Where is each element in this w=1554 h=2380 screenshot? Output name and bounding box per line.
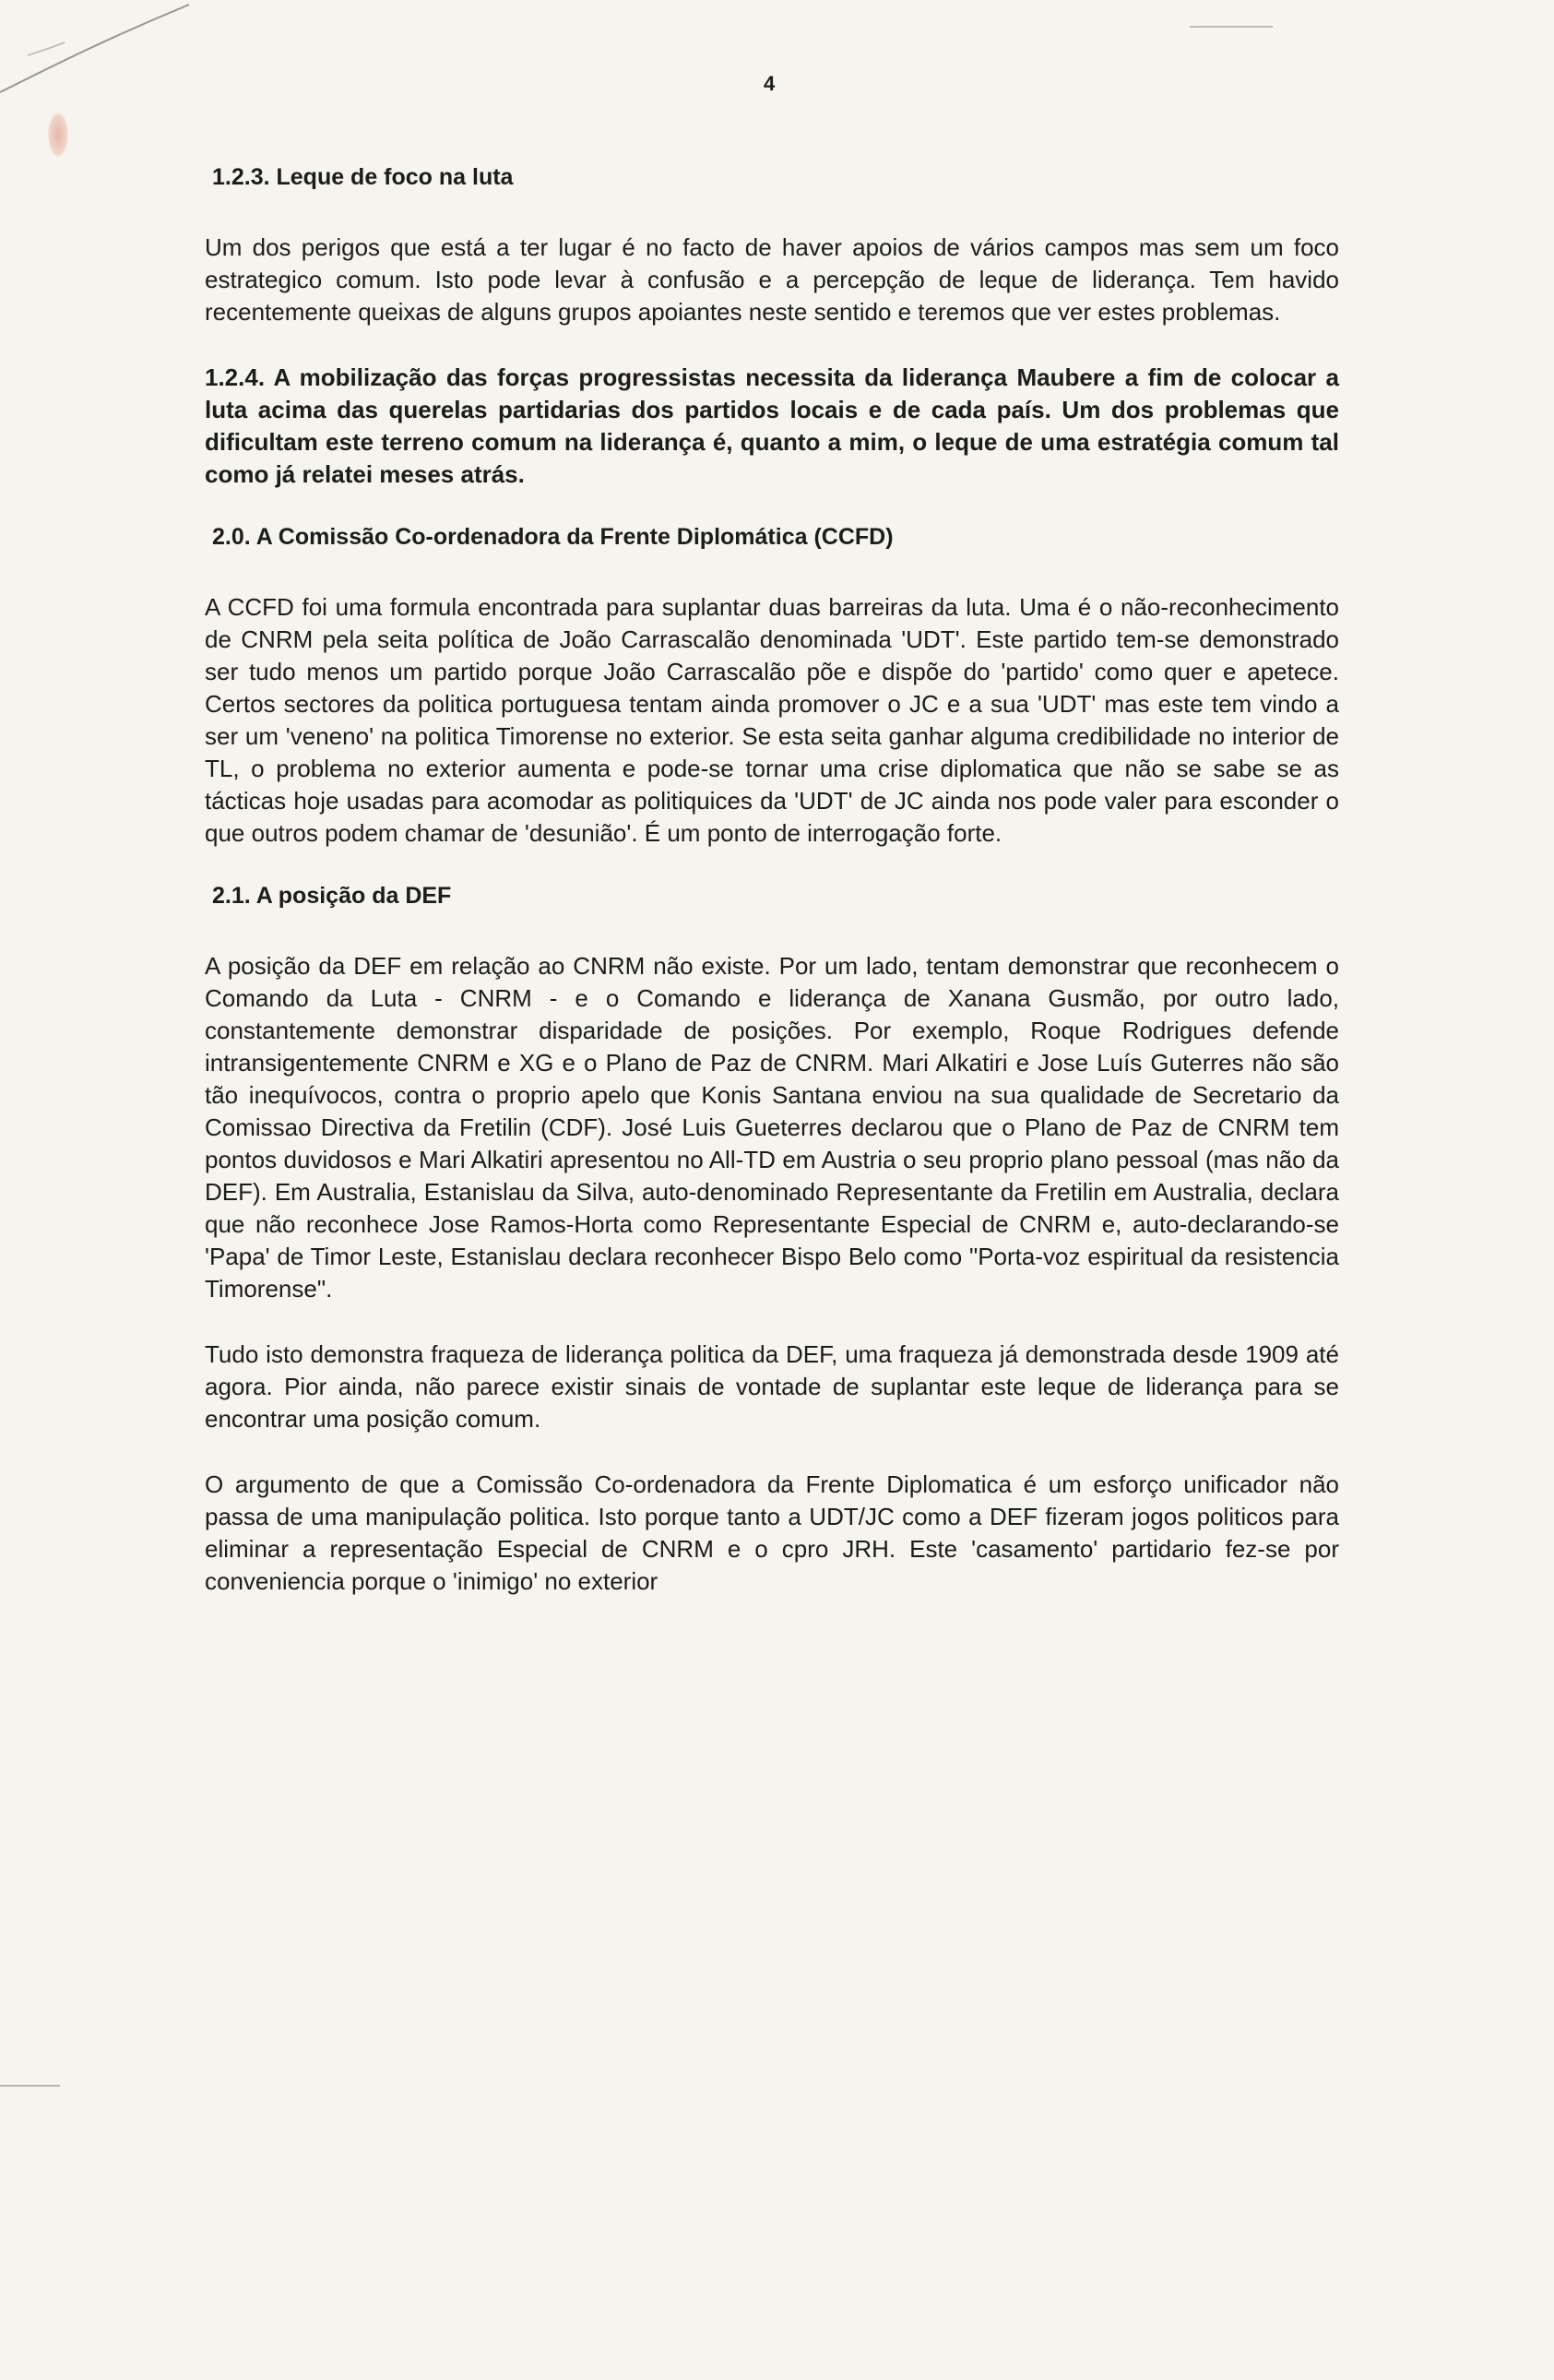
section-2-1 [205, 883, 1339, 1598]
paragraph: Um dos perigos que está a ter lugar é no facto de haver apoios de vários campos mas sem um foco estrategico comum. Isto pode levar à confusão e a percepção de leque de liderança. Tem havido recentemente queixas de alguns grupos apoiantes neste sentido e teremos que ver estes problemas. [205, 233, 1339, 326]
paragraph: O argumento de que a Comissão Co-ordenadora da Frente Diplomatica é um esforço unificador não passa de uma manipulação politica. Isto porque tanto a UDT/JC como a DEF fizeram jogos politicos para eliminar a representação Especial de CNRM e o cpro JRH. Este 'casamento' partidario fez-se por conveniencia porque o 'inimigo' no exterior [205, 1470, 1339, 1595]
section-1-2-4 [205, 362, 1339, 491]
section-heading: 2.0. A Comissão Co-ordenadora da Frente Diplomática (CCFD) [212, 524, 894, 550]
paragraph: A CCFD foi uma formula encontrada para suplantar duas barreiras da luta. Uma é o não-reconhecimento de CNRM pela seita política de João Carrascalão denominada 'UDT'. Este partido tem-se demonstrado ser tudo menos um partido porque João Carrascalão põe e dispõe do 'partido' como quer e apetece. Certos sectores da politica portuguesa tentam ainda promover o JC e a sua 'UDT' mas este tem vindo a ser um 'veneno' na politica Timorense no exterior. Se esta seita ganhar alguma credibilidade no interior de TL, o problema no exterior aumenta e pode-se tornar uma crise diplomatica que não se sabe se as tácticas hoje usadas para acomodar as politiquices da 'UDT' de JC ainda nos pode valer para esconder o que outros podem chamar de 'desunião'. É um ponto de interrogação forte. [205, 593, 1339, 847]
section-heading: 2.1. A posição da DEF [212, 883, 452, 909]
scan-artifact-tick [0, 2085, 60, 2087]
page-number: 4 [764, 72, 776, 95]
paragraph: Tudo isto demonstra fraqueza de liderança politica da DEF, uma fraqueza já demonstrada desde 1909 até agora. Pior ainda, não parece existir sinais de vontade de suplantar este leque de liderança para se encontrar uma posição comum. [205, 1340, 1339, 1433]
section-1-2-3 [205, 164, 1339, 328]
paragraph: 1.2.4. A mobilização das forças progressistas necessita da liderança Maubere a fim de colocar a luta acima das querelas partidarias dos partidos locais e de cada país. Um dos problemas que dificultam este terreno comum na liderança é, quanto a mim, o leque de uma estratégia comum tal como já relatei meses atrás. [205, 363, 1339, 488]
paper-stain [48, 113, 68, 157]
scan-artifact-line [0, 0, 194, 101]
document-body [205, 164, 1339, 1631]
section-2-0 [205, 524, 1339, 850]
section-heading: 1.2.3. Leque de foco na luta [212, 164, 514, 190]
paragraph: A posição da DEF em relação ao CNRM não existe. Por um lado, tentam demonstrar que reconhecem o Comando da Luta - CNRM - e o Comando e liderança de Xanana Gusmão, por outro lado, constantemente demonstrar disparidade de posições. Por exemplo, Roque Rodrigues defende intransigentemente CNRM e XG e o Plano de Paz de CNRM. Mari Alkatiri e Jose Luís Guterres não são tão inequívocos, contra o proprio apelo que Konis Santana enviou na sua qualidade de Secretario da Comissao Directiva da Fretilin (CDF). José Luis Gueterres declarou que o Plano de Paz de CNRM tem pontos duvidosos e Mari Alkatiri apresentou no All-TD em Austria o seu proprio plano pessoal (mas não da DEF). Em Australia, Estanislau da Silva, auto-denominado Representante da Fretilin em Australia, declara que não reconhece Jose Ramos-Horta como Representante Especial de CNRM e, auto-declarando-se 'Papa' de Timor Leste, Estanislau declara reconhecer Bispo Belo como "Porta-voz espiritual da resistencia Timorense". [205, 952, 1339, 1303]
scan-artifact-mark [1190, 13, 1273, 28]
